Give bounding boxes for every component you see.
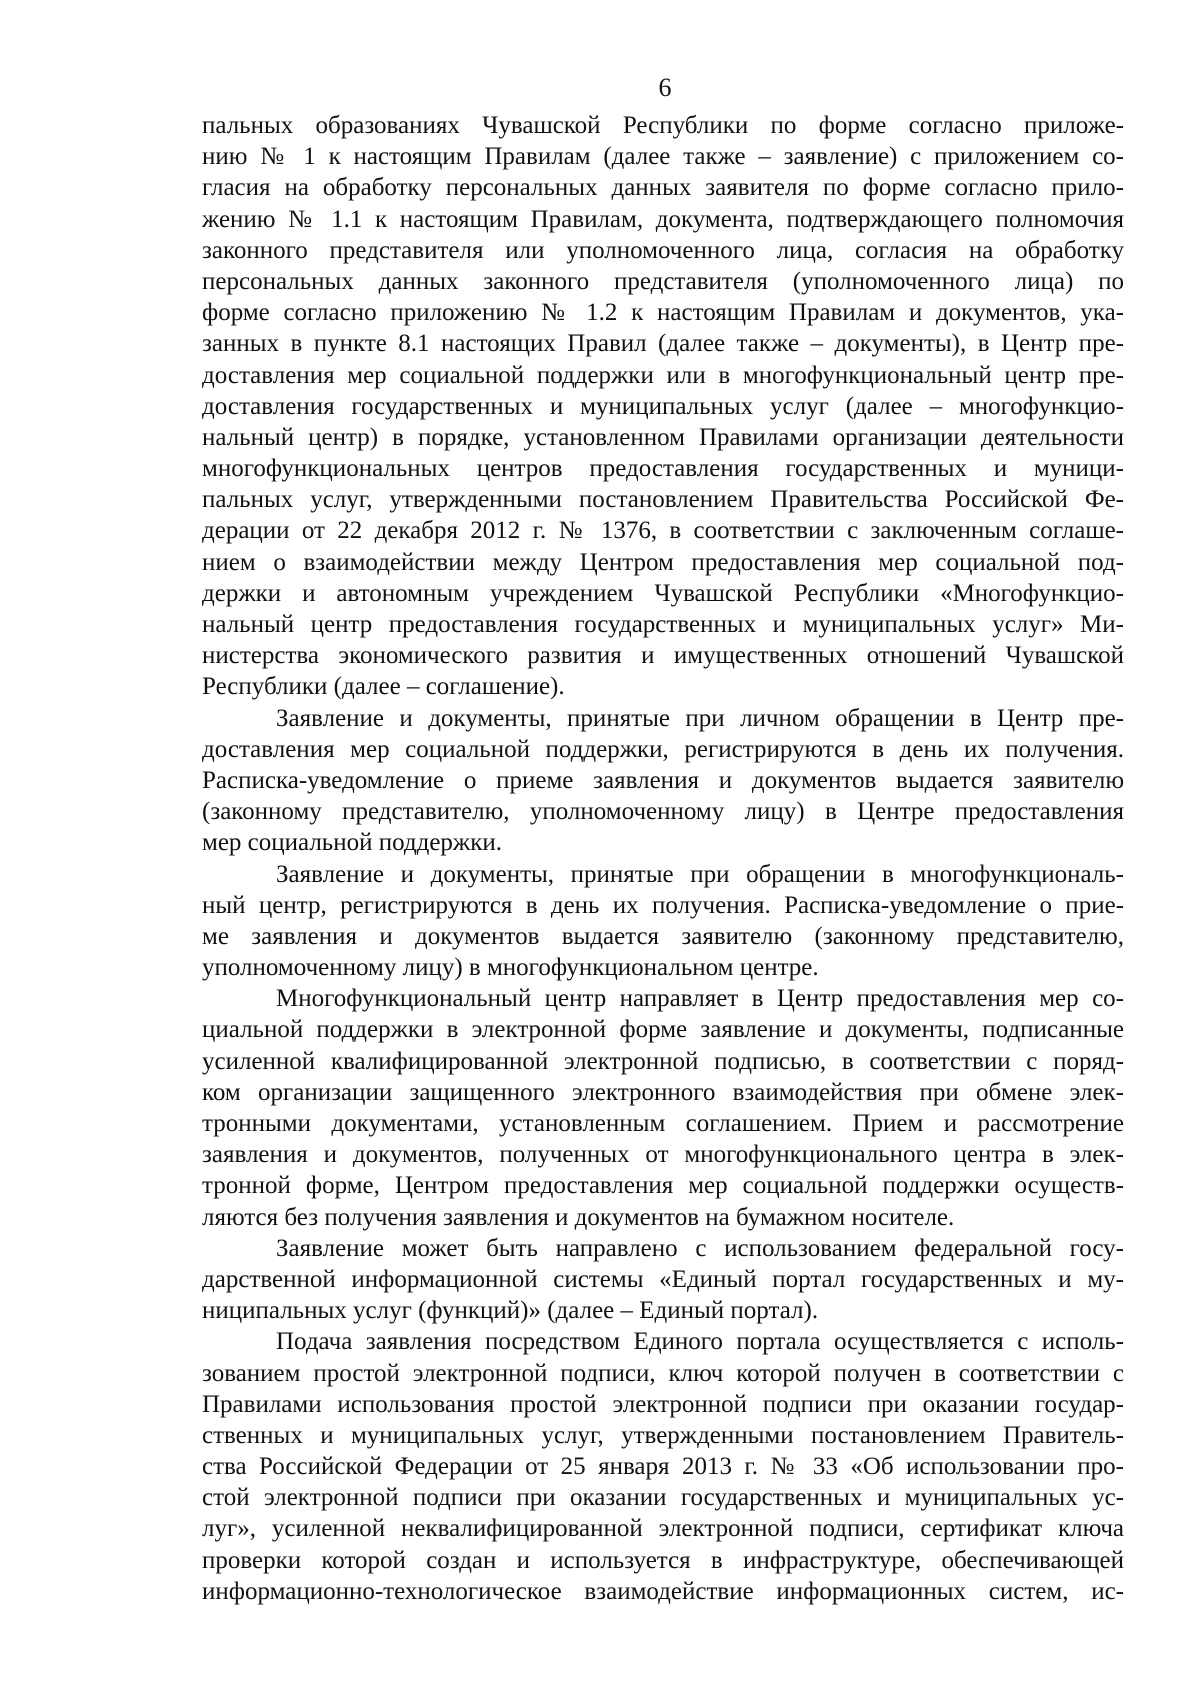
text-line: жению № 1.1 к настоящим Правилам, документа, подтверждающего полномочия xyxy=(202,205,1124,233)
text-line: пальных образованиях Чувашской Республики по форме согласно приложе- xyxy=(202,112,1124,139)
text-line: пальных услуг, утвержденными постановлением Правительства Российской Фе- xyxy=(202,486,1124,514)
text-line: заявления и документов, полученных от многофункционального центра в элек- xyxy=(202,1141,1124,1169)
text-line: мер социальной поддержки. xyxy=(202,829,502,857)
text-line: нальный центр) в порядке, установленном Правилами организации деятельности xyxy=(202,423,1124,451)
text-line: Заявление и документы, принятые при обращении в многофункциональ- xyxy=(276,860,1124,888)
text-line: луг», усиленной неквалифицированной электронной подписи, сертификат ключа xyxy=(202,1515,1124,1543)
text-line: ляются без получения заявления и документов на бумажном носителе. xyxy=(202,1203,955,1231)
text-line: нию № 1 к настоящим Правилам (далее также – заявление) с приложением со- xyxy=(202,143,1124,171)
text-line: тронной форме, Центром предоставления мер социальной поддержки осуществ- xyxy=(202,1172,1124,1200)
text-line: усиленной квалифицированной электронной подписью, в соответствии с поряд- xyxy=(202,1047,1124,1075)
text-line: проверки которой создан и используется в инфраструктуре, обеспечивающей xyxy=(202,1546,1124,1574)
text-line: форме согласно приложению № 1.2 к настоящим Правилам и документов, ука- xyxy=(202,299,1124,327)
text-line: Заявление и документы, принятые при личном обращении в Центр пре- xyxy=(276,704,1124,732)
text-line: циальной поддержки в электронной форме заявление и документы, подписанные xyxy=(202,1016,1124,1044)
text-line: ства Российской Федерации от 25 января 2013 г. № 33 «Об использовании про- xyxy=(202,1453,1124,1481)
text-line: нием о взаимодействии между Центром предоставления мер социальной под- xyxy=(202,548,1124,576)
paragraph xyxy=(202,703,1124,859)
paragraph xyxy=(202,110,1124,703)
text-line: Подача заявления посредством Единого портала осуществляется с исполь- xyxy=(276,1328,1124,1356)
text-line: доставления мер социальной поддержки или в многофункциональный центр пре- xyxy=(202,361,1124,389)
page-number: 6 xyxy=(658,73,672,102)
text-line: Правилами использования простой электронной подписи при оказании государ- xyxy=(202,1390,1124,1418)
text-line: дерации от 22 декабря 2012 г. № 1376, в соответствии с заключенным соглаше- xyxy=(202,517,1124,545)
paragraph xyxy=(202,859,1124,984)
text-line: гласия на обработку персональных данных заявителя по форме согласно прило- xyxy=(202,174,1124,202)
paragraph xyxy=(202,983,1124,1233)
text-line: дарственной информационной системы «Единый портал государственных и му- xyxy=(202,1265,1124,1293)
text-line: нальный центр предоставления государственных и муниципальных услуг» Ми- xyxy=(202,611,1124,638)
text-line: информационно-технологическое взаимодействие информационных систем, ис- xyxy=(202,1577,1124,1605)
text-line: уполномоченному лицу) в многофункциональном центре. xyxy=(202,954,819,982)
text-line: ме заявления и документов выдается заявителю (законному представителю, xyxy=(202,922,1124,950)
text-line: Многофункциональный центр направляет в Центр предоставления мер со- xyxy=(276,985,1124,1013)
text-line: персональных данных законного представителя (уполномоченного лица) по xyxy=(202,267,1124,295)
text-line: зованием простой электронной подписи, ключ которой получен в соответствии с xyxy=(202,1359,1124,1387)
text-line: нистерства экономического развития и имущественных отношений Чувашской xyxy=(202,642,1124,670)
document-body xyxy=(202,110,1124,1607)
text-line: занных в пункте 8.1 настоящих Правил (далее также – документы), в Центр пре- xyxy=(202,330,1124,358)
paragraph xyxy=(202,1233,1124,1327)
text-line: ком организации защищенного электронного взаимодействия при обмене элек- xyxy=(202,1078,1124,1106)
text-line: (законному представителю, уполномоченному лицу) в Центре предоставления xyxy=(202,798,1124,826)
text-line: доставления мер социальной поддержки, регистрируются в день их получения. xyxy=(202,735,1124,763)
paragraph xyxy=(202,1326,1124,1607)
text-line: тронными документами, установленным соглашением. Прием и рассмотрение xyxy=(202,1110,1124,1137)
text-line: держки и автономным учреждением Чувашской Республики «Многофункцио- xyxy=(202,579,1124,607)
text-line: многофункциональных центров предоставления государственных и муници- xyxy=(202,455,1124,483)
text-line: доставления государственных и муниципальных услуг (далее – многофункцио- xyxy=(202,392,1124,420)
text-line: Расписка-уведомление о приеме заявления и документов выдается заявителю xyxy=(202,766,1124,794)
text-line: Заявление может быть направлено с использованием федеральной госу- xyxy=(276,1234,1124,1262)
text-line: Республики (далее – соглашение). xyxy=(202,673,565,701)
text-line: ниципальных услуг (функций)» (далее – Единый портал). xyxy=(202,1297,819,1325)
text-line: законного представителя или уполномоченного лица, согласия на обработку xyxy=(202,236,1124,264)
text-line: стой электронной подписи при оказании государственных и муниципальных ус- xyxy=(202,1484,1124,1512)
text-line: ственных и муниципальных услуг, утвержденными постановлением Правитель- xyxy=(202,1421,1124,1449)
text-line: ный центр, регистрируются в день их получения. Расписка-уведомление о прие- xyxy=(202,891,1124,919)
